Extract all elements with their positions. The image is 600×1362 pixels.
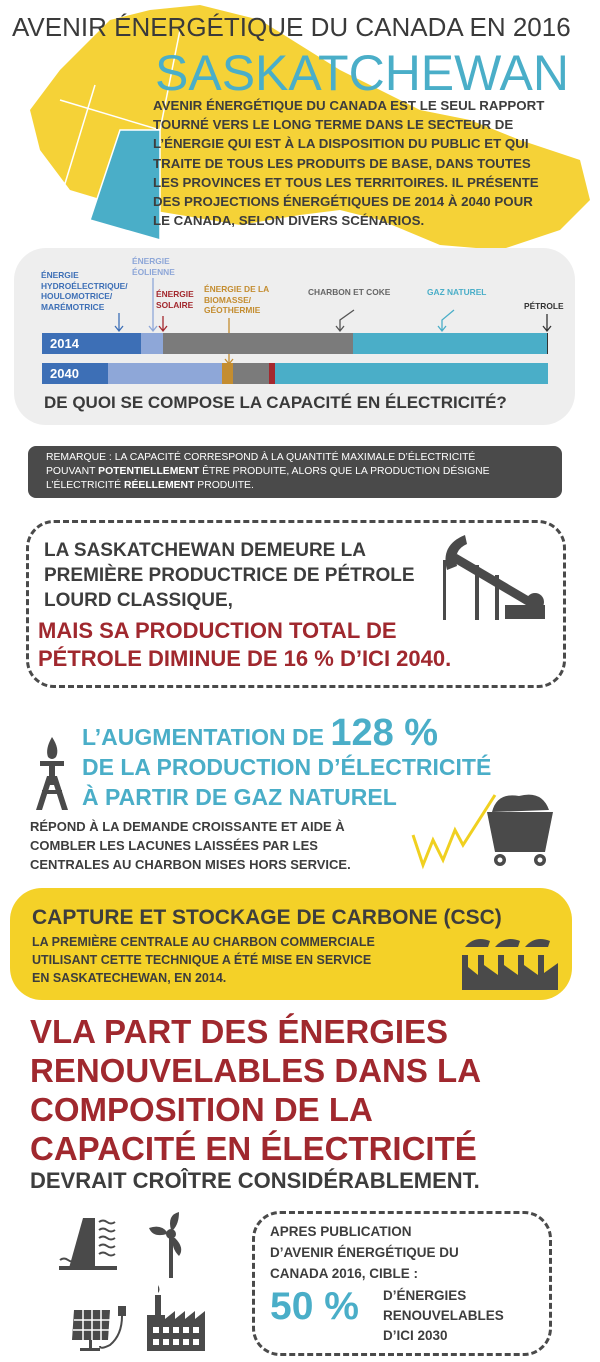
target-detail: D’ÉNERGIES RENOUVELABLES D’ICI 2030	[383, 1288, 504, 1343]
coal-cart-icon	[487, 790, 557, 870]
gas-headline-text: L’AUGMENTATION DE	[82, 724, 331, 750]
capacity-chart-panel	[14, 248, 575, 425]
gas-headline-text: DE LA PRODUCTION D’ÉLECTRICITÉ À PARTIR DE GAZ NATUREL	[82, 754, 492, 810]
bar-segment-gas-2040	[275, 363, 548, 384]
note-emphasis: RÉELLEMENT	[123, 480, 195, 491]
note-text: L’ÉLECTRICITÉ	[46, 480, 124, 491]
hydro-dam-icon	[55, 1210, 120, 1275]
factory-smoke-icon	[460, 935, 560, 990]
wind-turbine-icon	[145, 1210, 195, 1280]
gas-flare-icon	[30, 735, 74, 810]
legend-coal: CHARBON ET COKE	[308, 287, 391, 297]
gas-explanation: RÉPOND À LA DEMANDE CROISSANTE ET AIDE À COMBLER LES LACUNES LAISSÉES PAR LES CENTRALES AU CHARBON MISES HORS SERVICE.	[30, 819, 351, 872]
target-text: APRES PUBLICATION D’AVENIR ÉNERGÉTIQUE DU CANADA 2016, CIBLE :	[270, 1224, 459, 1281]
bar-segment-coal-2040	[233, 363, 268, 384]
growth-line-icon	[405, 790, 500, 870]
bar-2014	[42, 333, 548, 354]
legend-wind: ÉNERGIE ÉOLIENNE	[132, 256, 175, 277]
bar-segment-oil-2014	[547, 333, 548, 354]
report-title: AVENIR ÉNERGÉTIQUE DU CANADA EN 2016	[12, 12, 571, 42]
note-emphasis: POTENTIELLEMENT	[98, 466, 200, 477]
note-line-3	[46, 479, 544, 493]
bar-segment-coal-2014	[163, 333, 352, 354]
note-text: POUVANT	[46, 466, 99, 477]
year-label-2040: 2040	[50, 366, 79, 381]
bar-segment-biomass-2040	[222, 363, 234, 384]
note-text: ÊTRE PRODUITE, ALORS QUE LA PRODUCTION DÉSIGNE	[199, 466, 490, 477]
bar-segment-gas-2014	[353, 333, 548, 354]
legend-oil: PÉTROLE	[524, 301, 564, 311]
legend-biomass: ÉNERGIE DE LA BIOMASSE/ GÉOTHERMIE	[204, 284, 270, 315]
renewables-subheadline: DEVRAIT CROÎTRE CONSIDÉRABLEMENT.	[30, 1168, 480, 1193]
oil-decline-highlight: MAIS SA PRODUCTION TOTAL DE PÉTROLE DIMINUE DE 16 % D’ICI 2040.	[38, 618, 452, 671]
bar-2040	[42, 363, 548, 384]
province-title: SASKATCHEWAN	[155, 45, 569, 101]
solar-panel-icon	[70, 1300, 130, 1355]
legend-gas: GAZ NATUREL	[427, 287, 487, 297]
note-text: PRODUITE.	[194, 480, 254, 491]
oil-pumpjack-icon	[435, 530, 550, 620]
bar-segment-wind-2014	[141, 333, 164, 354]
legend-hydro: ÉNERGIE HYDROÉLECTRIQUE/ HOULOMOTRICE/ MARÉMOTRICE	[41, 270, 128, 312]
biomass-plant-icon	[145, 1285, 210, 1353]
note-line-1: REMARQUE : LA CAPACITÉ CORRESPOND À LA QUANTITÉ MAXIMALE D’ÉLECTRICITÉ	[46, 452, 476, 463]
csc-title: CAPTURE ET STOCKAGE DE CARBONE (CSC)	[32, 906, 502, 929]
gas-increase-percent: 128 %	[330, 712, 439, 754]
intro-paragraph: AVENIR ÉNERGÉTIQUE DU CANADA EST LE SEUL RAPPORT TOURNÉ VERS LE LONG TERME DANS LE SECTEUR DE L’ÉNERGIE QUI EST À LA DISPOSITION DU PUBLIC ET QUI TRAITE DE TOUS LES PRODUITS DE BASE, DANS TOUTES LES PROVINCES ET TOUS LES TERRITOIRES. IL PRÉSENTE DES PROJECTIONS ÉNERGÉTIQUES DE 2014 À 2040 POUR LE CANADA, SELON DIVERS SCÉNARIOS.	[153, 98, 545, 229]
legend-solar: ÉNERGIE SOLAIRE	[156, 289, 194, 310]
csc-text: LA PREMIÈRE CENTRALE AU CHARBON COMMERCIALE UTILISANT CETTE TECHNIQUE A ÉTÉ MISE EN SERVICE EN SASKATECHEWAN, EN 2014.	[32, 935, 375, 985]
year-label-2014: 2014	[50, 336, 79, 351]
target-percent: 50 %	[270, 1285, 359, 1328]
note-box	[28, 446, 562, 498]
renewables-headline: VLA PART DES ÉNERGIES RENOUVELABLES DANS LA COMPOSITION DE LA CAPACITÉ EN ÉLECTRICITÉ	[30, 1013, 482, 1167]
chart-title: DE QUOI SE COMPOSE LA CAPACITÉ EN ÉLECTRICITÉ?	[44, 393, 507, 412]
oil-statement: LA SASKATCHEWAN DEMEURE LA PREMIÈRE PRODUCTRICE DE PÉTROLE LOURD CLASSIQUE,	[44, 540, 415, 611]
note-line-2	[46, 465, 544, 479]
bar-segment-wind-2040	[108, 363, 222, 384]
